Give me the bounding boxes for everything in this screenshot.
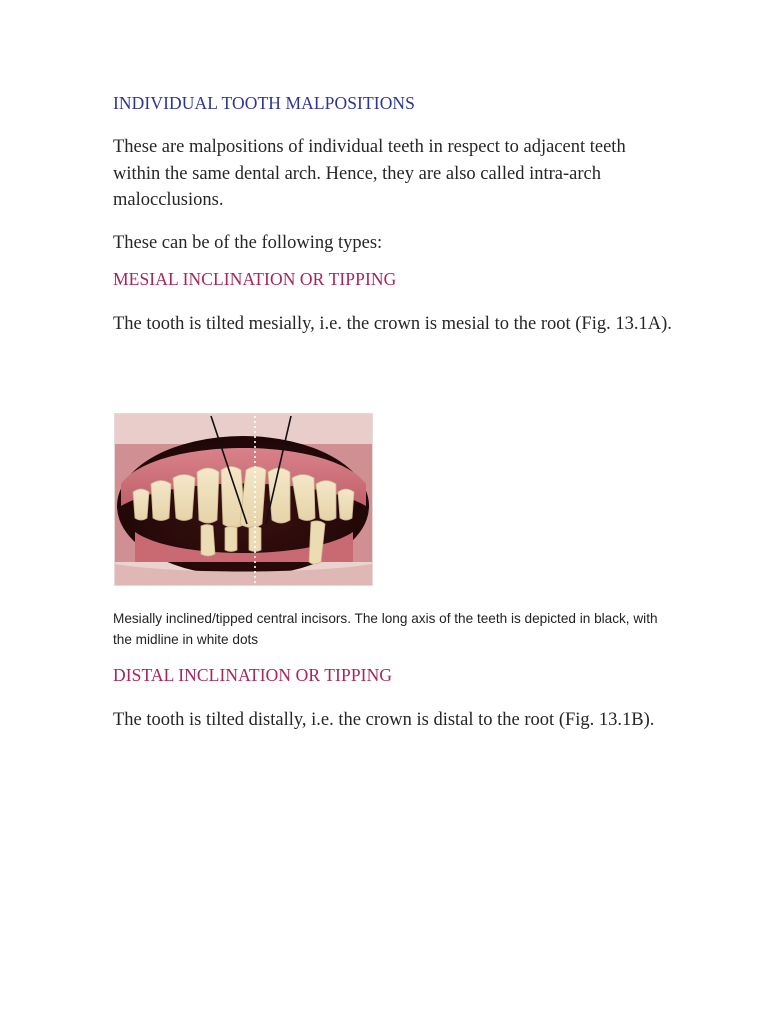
intro-paragraph: These are malpositions of individual teeth in respect to adjacent teeth within the same dental arch. Hence, they are also called intra-arch malocclusions.: [113, 137, 626, 210]
types-paragraph: These can be of the following types:: [113, 233, 383, 253]
distal-paragraph: The tooth is tilted distally, i.e. the crown is distal to the root (Fig. 13.1B).: [113, 710, 655, 730]
section-heading-mesial-inclination: MESIAL INCLINATION OR TIPPING: [113, 269, 397, 289]
teeth-photo: [115, 414, 372, 585]
section-heading-individual-tooth-malpositions: INDIVIDUAL TOOTH MALPOSITIONS: [113, 93, 416, 113]
section-heading-distal-inclination: DISTAL INCLINATION OR TIPPING: [113, 665, 393, 685]
mesial-paragraph: The tooth is tilted mesially, i.e. the crown is mesial to the root (Fig. 13.1A).: [113, 314, 672, 334]
teeth-photo-figure: [114, 413, 373, 586]
figure-caption: Mesially inclined/tipped central incisors. The long axis of the teeth is depicted in black, with the midline in white dots: [113, 611, 658, 647]
